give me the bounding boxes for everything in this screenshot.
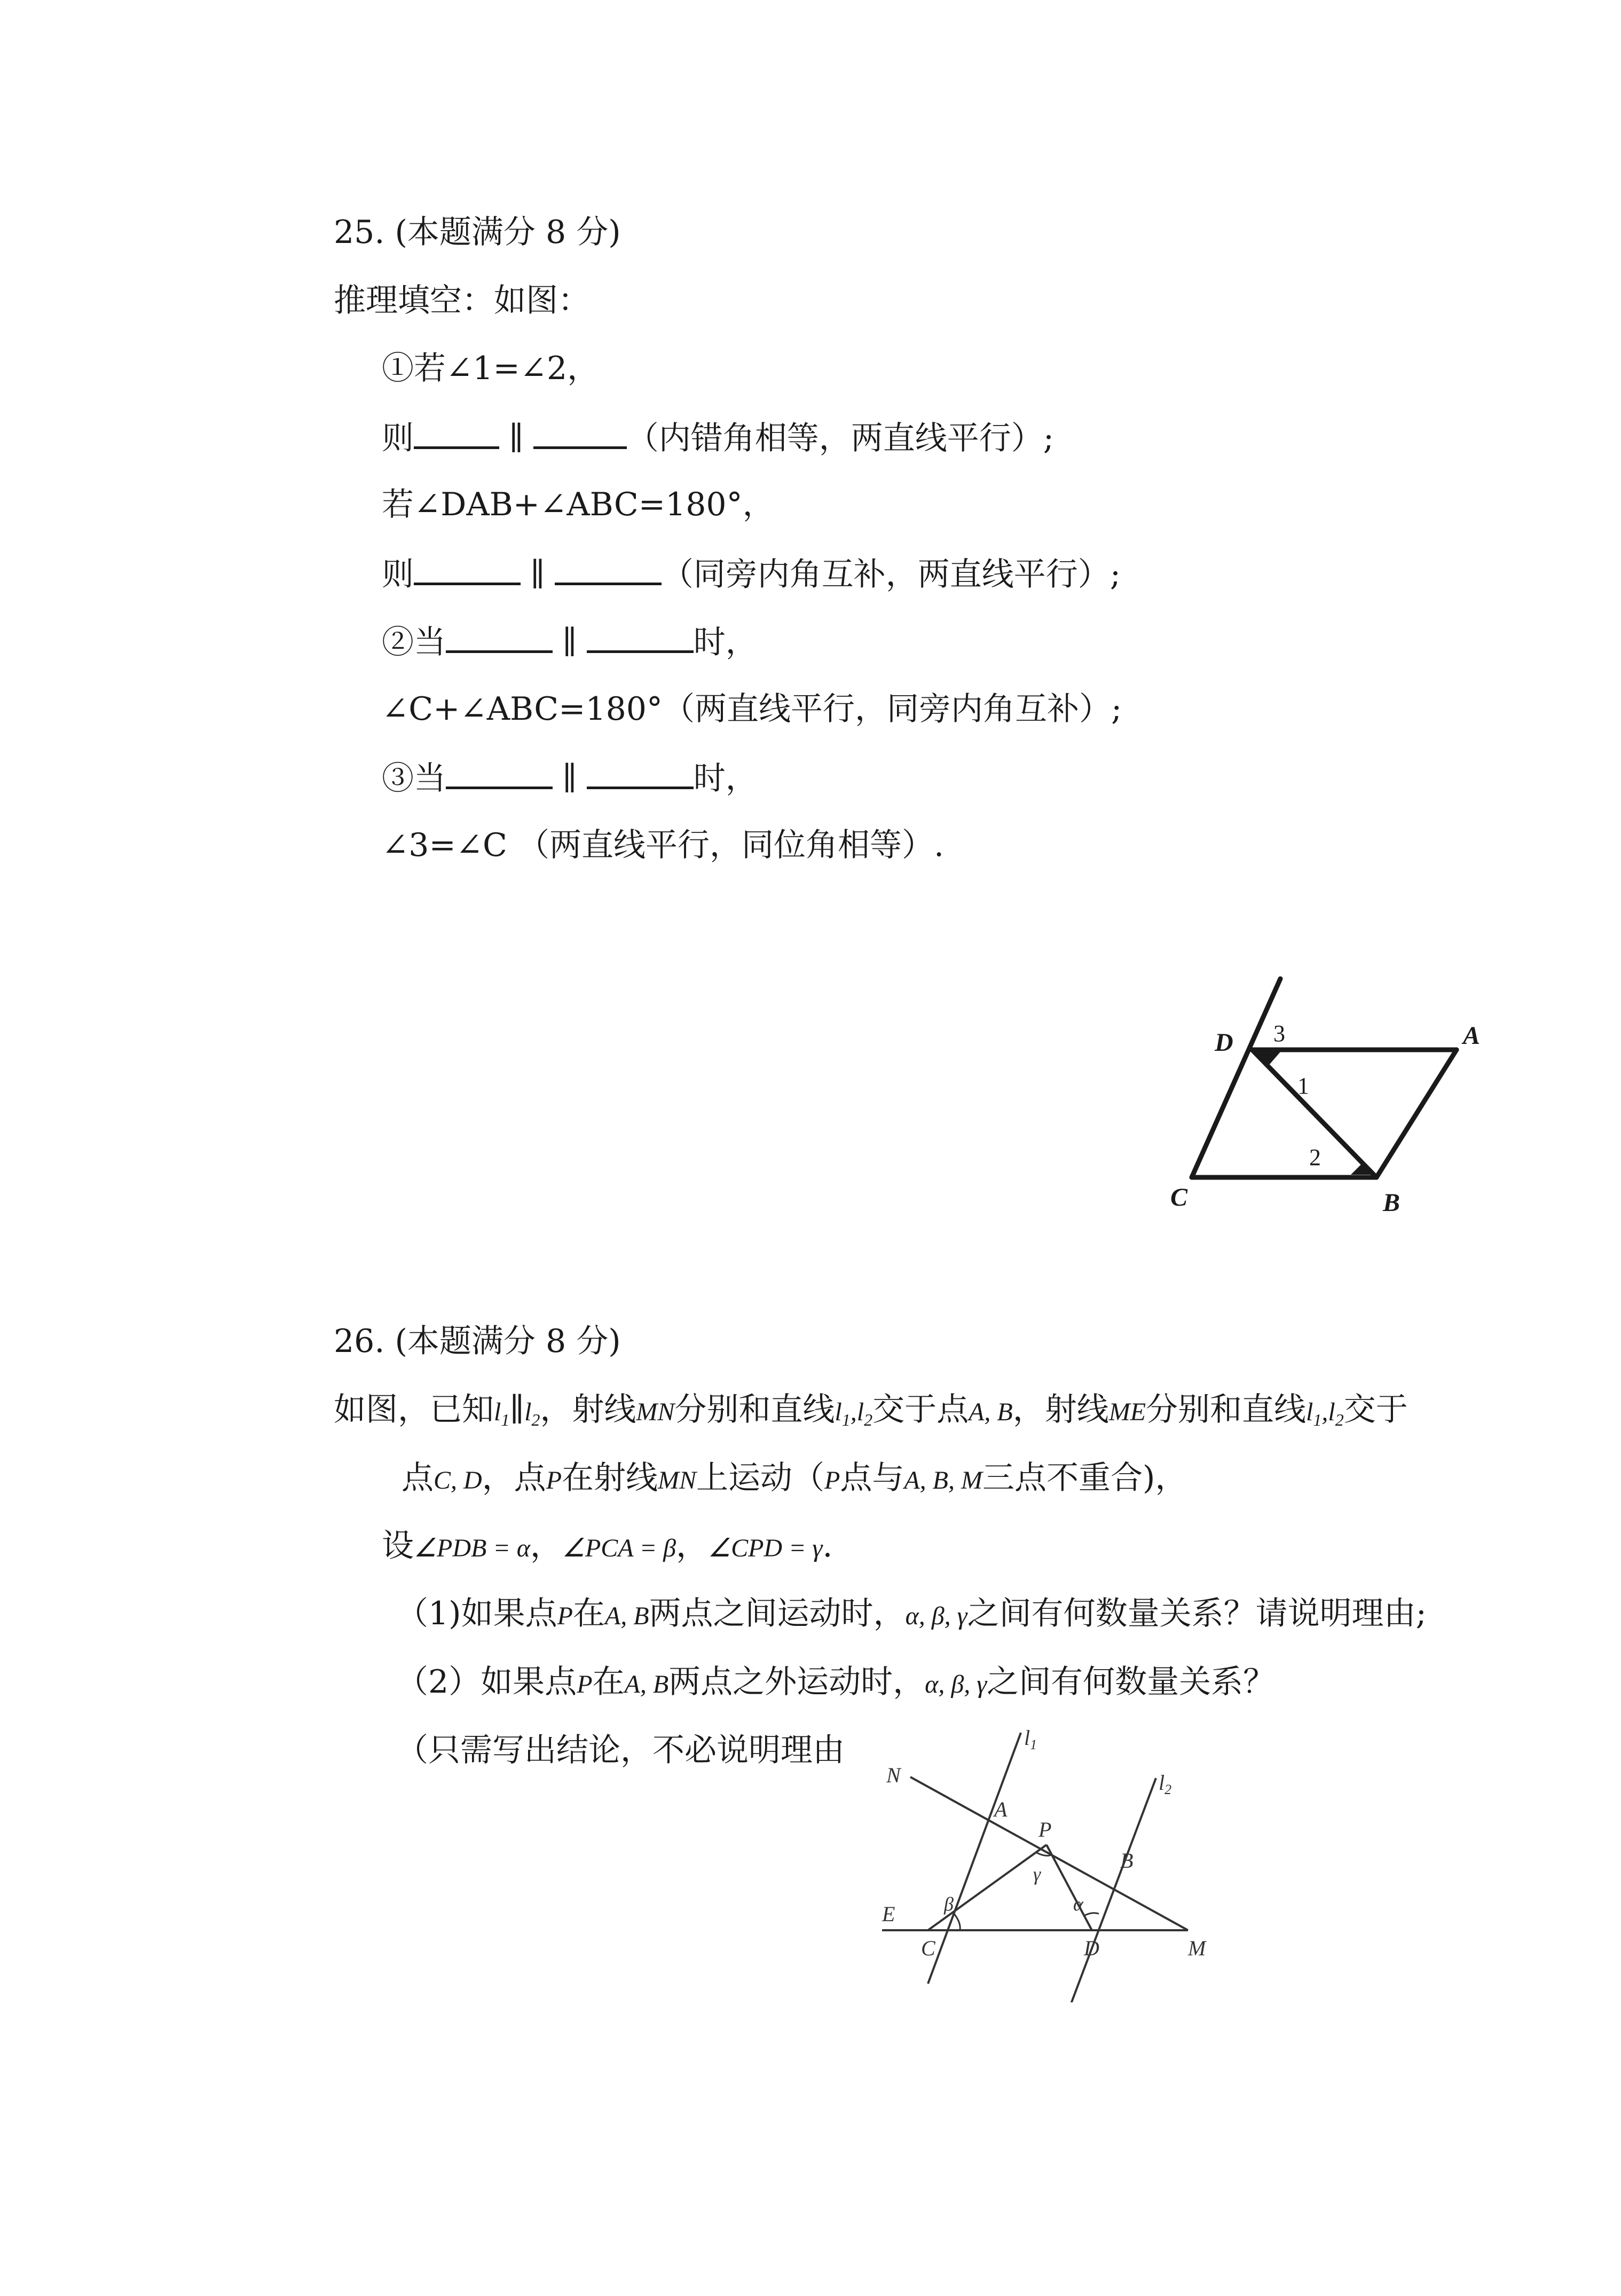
greek-vars: α, β, γ bbox=[925, 1670, 987, 1699]
points-ab: A, B bbox=[969, 1398, 1013, 1426]
text: l bbox=[494, 1398, 501, 1426]
label-d: D bbox=[1084, 1936, 1099, 1960]
answer-blank-1[interactable] bbox=[414, 415, 499, 449]
text: 分别和直线 bbox=[1146, 1391, 1307, 1428]
parallel-symbol: ∥ bbox=[509, 1391, 525, 1428]
q26-para-3 bbox=[382, 1524, 832, 1570]
parallel-symbol: ∥ bbox=[530, 556, 545, 593]
point-p: P bbox=[557, 1602, 573, 1630]
points-ab: A, B bbox=[604, 1602, 649, 1630]
reason-1: （内错角相等，两直线平行）; bbox=[626, 420, 1054, 457]
parallel-symbol: ∥ bbox=[562, 760, 577, 797]
text: ， bbox=[676, 1527, 709, 1564]
points-cd: C, D bbox=[434, 1466, 482, 1495]
angle-label-3: 3 bbox=[1273, 1020, 1285, 1047]
text: 分别和直线 bbox=[674, 1391, 835, 1428]
text: 交于 bbox=[1343, 1391, 1408, 1428]
text: ，射线 bbox=[1012, 1391, 1109, 1428]
text: 2 bbox=[864, 1410, 873, 1429]
point-p: P bbox=[546, 1466, 562, 1495]
answer-blank-8[interactable] bbox=[587, 756, 694, 789]
text: l bbox=[1024, 1726, 1030, 1750]
text: 1 bbox=[1030, 1737, 1037, 1752]
text: 2 bbox=[531, 1410, 540, 1429]
label-l2 bbox=[1159, 1771, 1171, 1797]
ray-me: ME bbox=[1108, 1398, 1146, 1426]
point-p: P bbox=[577, 1670, 593, 1699]
text: 2 bbox=[1164, 1782, 1172, 1797]
then-label: 则 bbox=[382, 556, 414, 593]
label-l1 bbox=[1024, 1726, 1037, 1752]
label-a: A bbox=[1463, 1021, 1481, 1050]
answer-blank-2[interactable] bbox=[533, 415, 627, 449]
label-b: B bbox=[1120, 1849, 1134, 1873]
when-label-3: ③当 bbox=[382, 760, 446, 797]
q25-line3: 若∠DAB+∠ABC=180°， bbox=[382, 486, 775, 523]
text: （1)如果点 bbox=[396, 1595, 557, 1632]
text: ， bbox=[530, 1527, 562, 1564]
q25-line1: ①若∠1=∠2， bbox=[382, 350, 600, 387]
line-l2 bbox=[524, 1398, 540, 1429]
text: l bbox=[835, 1398, 842, 1426]
text: 两点之间运动时， bbox=[649, 1595, 906, 1632]
q25-line2 bbox=[382, 415, 1054, 460]
line-dc-extended bbox=[1192, 979, 1280, 1177]
point-p: P bbox=[824, 1466, 840, 1495]
label-n: N bbox=[886, 1763, 901, 1787]
answer-blank-5[interactable] bbox=[446, 619, 553, 653]
label-c: C bbox=[921, 1936, 935, 1960]
text: l bbox=[1306, 1398, 1313, 1426]
segment-ab bbox=[1376, 1050, 1457, 1177]
answer-blank-4[interactable] bbox=[555, 552, 662, 585]
then-label: 则 bbox=[382, 420, 414, 457]
segment-pd bbox=[1046, 1845, 1092, 1930]
text: 1 bbox=[1313, 1410, 1322, 1429]
parallel-symbol: ∥ bbox=[562, 624, 577, 661]
arc-beta bbox=[954, 1913, 960, 1930]
text: . bbox=[822, 1527, 833, 1564]
answer-blank-6[interactable] bbox=[587, 619, 694, 653]
q25-line6: ∠C+∠ABC=180°（两直线平行，同旁内角互补）; bbox=[382, 690, 1122, 728]
time-suffix: 时， bbox=[693, 624, 758, 661]
text: 上运动（ bbox=[696, 1459, 825, 1497]
label-p: P bbox=[1038, 1818, 1052, 1842]
q26-header: 26. (本题满分 8 分) bbox=[334, 1323, 621, 1360]
text: 三点不重合)， bbox=[982, 1459, 1187, 1497]
label-e: E bbox=[882, 1902, 895, 1926]
text: 1 bbox=[841, 1410, 851, 1429]
angle-label-2: 2 bbox=[1309, 1144, 1321, 1170]
text: , bbox=[850, 1398, 857, 1426]
q26-figure bbox=[865, 1725, 1239, 2002]
lines-l1-l2 bbox=[835, 1398, 873, 1429]
q26-part-1 bbox=[396, 1592, 1427, 1638]
text: 之间有何数量关系？ bbox=[987, 1663, 1276, 1701]
q25-line4 bbox=[382, 552, 1121, 596]
text: 1 bbox=[501, 1410, 510, 1429]
angle-mark-d bbox=[1255, 1052, 1280, 1068]
text: 如图，已知 bbox=[334, 1391, 494, 1428]
q26-note: （只需写出结论，不必说明理由 bbox=[396, 1732, 845, 1769]
text: 两点之外运动时， bbox=[668, 1663, 925, 1701]
label-d: D bbox=[1215, 1028, 1233, 1057]
text: l bbox=[856, 1398, 864, 1426]
q26-para-1 bbox=[334, 1388, 1408, 1441]
when-label-2: ②当 bbox=[382, 624, 446, 661]
label-b: B bbox=[1383, 1189, 1400, 1217]
label-m: M bbox=[1188, 1936, 1206, 1960]
points-abm: A, B, M bbox=[904, 1466, 982, 1495]
text: ，射线 bbox=[540, 1391, 636, 1428]
angle-label-1: 1 bbox=[1297, 1073, 1309, 1099]
q25-line7 bbox=[382, 756, 758, 800]
parallel-symbol: ∥ bbox=[509, 420, 524, 457]
q25-header: 25. (本题满分 8 分) bbox=[334, 214, 621, 251]
label-beta: β bbox=[944, 1893, 954, 1915]
lines-l1-l2 bbox=[1306, 1398, 1344, 1429]
answer-blank-3[interactable] bbox=[414, 552, 521, 585]
text: 在射线 bbox=[562, 1459, 658, 1497]
text: 在 bbox=[572, 1595, 605, 1632]
text: l bbox=[1159, 1771, 1165, 1795]
q25-intro: 推理填空：如图： bbox=[334, 282, 590, 319]
text: 点与 bbox=[840, 1459, 904, 1497]
line-l1 bbox=[928, 1733, 1021, 1984]
label-a: A bbox=[994, 1797, 1008, 1821]
q25-figure bbox=[1148, 961, 1495, 1217]
equation-gamma: ∠CPD = γ bbox=[708, 1534, 823, 1562]
text: l bbox=[524, 1398, 532, 1426]
text: 交于点 bbox=[872, 1391, 969, 1428]
segment-cp bbox=[928, 1845, 1046, 1930]
label-gamma: γ bbox=[1033, 1863, 1041, 1885]
arc-alpha bbox=[1084, 1913, 1099, 1916]
q25-line5 bbox=[382, 619, 758, 664]
text: l bbox=[1328, 1398, 1335, 1426]
label-alpha: α bbox=[1073, 1893, 1083, 1915]
label-c: C bbox=[1170, 1183, 1188, 1212]
text: 之间有何数量关系？请说明理由; bbox=[967, 1595, 1427, 1632]
ray-mn: MN bbox=[658, 1466, 697, 1495]
time-suffix: 时， bbox=[693, 760, 758, 797]
ray-mn: MN bbox=[636, 1398, 675, 1426]
text: 2 bbox=[1335, 1410, 1344, 1429]
text: , bbox=[1321, 1398, 1328, 1426]
text: 在 bbox=[592, 1663, 625, 1701]
greek-vars: α, β, γ bbox=[905, 1602, 967, 1630]
text: 点 bbox=[402, 1459, 434, 1497]
q26-para-2 bbox=[402, 1457, 1187, 1502]
q26-part-2 bbox=[396, 1661, 1275, 1706]
q25-line8: ∠3=∠C （两直线平行，同位角相等）. bbox=[382, 827, 945, 864]
line-l1 bbox=[494, 1398, 510, 1429]
text: ，点 bbox=[482, 1459, 546, 1497]
equation-beta: ∠PCA = β bbox=[562, 1534, 676, 1562]
equation-alpha: ∠PDB = α bbox=[414, 1534, 530, 1562]
points-ab: A, B bbox=[624, 1670, 669, 1699]
text: （2）如果点 bbox=[396, 1663, 577, 1701]
answer-blank-7[interactable] bbox=[446, 756, 553, 789]
text: 设 bbox=[382, 1527, 414, 1564]
reason-2: （同旁内角互补，两直线平行）; bbox=[661, 556, 1121, 593]
